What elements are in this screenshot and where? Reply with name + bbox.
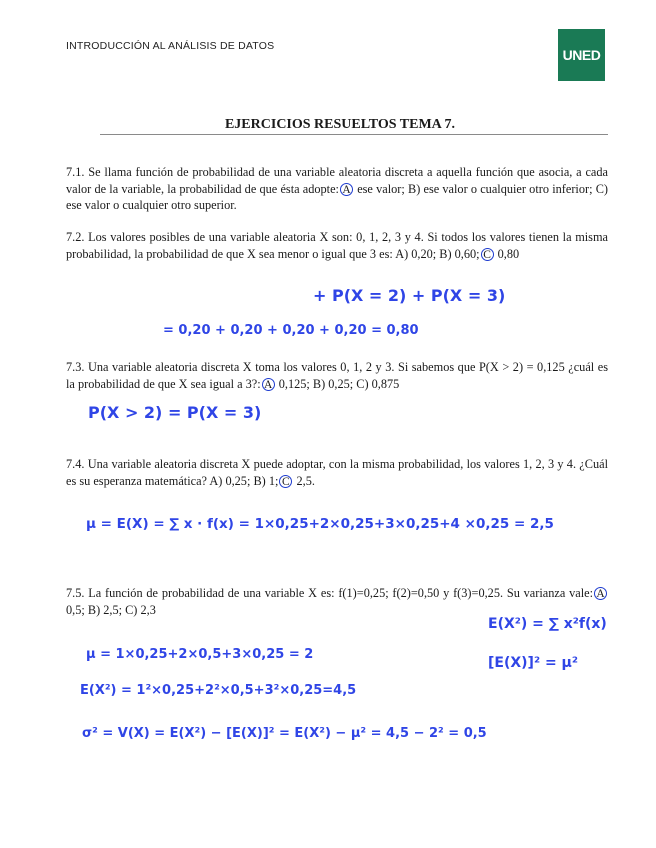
question-text: La función de probabilidad de una variable X es: f(1)=0,25; f(2)=0,50 y f(3)=0,25. Su varianza vale: [88, 586, 593, 600]
question-number: 7.2. [66, 230, 85, 244]
handwritten-q2-line2: = 0,20 + 0,20 + 0,20 + 0,20 = 0,80 [163, 323, 419, 338]
question-text: Los valores posibles de una variable aleatoria X son: 0, 1, 2, 3 y 4. Si todos los valores tienen la misma probabilidad, la probabilidad de que X sea menor o igual que 3 es: A) 0,20; B) 0,60; [66, 230, 608, 261]
handwritten-ex-squared-definition: [E(X)]² = μ² [488, 655, 578, 671]
question-text: Una variable aleatoria discreta X toma los valores 0, 1, 2 y 3. Si sabemos que P(X > 2) = 0,125 ¿cuál es la probabilidad de que X sea igual a 3?: [66, 360, 608, 391]
circled-answer: A [340, 183, 353, 196]
course-header: INTRODUCCIÓN AL ANÁLISIS DE DATOS [66, 40, 275, 52]
circled-answer: C [279, 475, 292, 488]
question-text: Se llama función de probabilidad de una variable aleatoria discreta a aquella función que asocia, a cada valor de la variable, la probabilidad de que ésta adopte: [66, 165, 608, 196]
circled-answer: C [481, 248, 494, 261]
handwritten-ex2-calculation: E(X²) = 1²×0,25+2²×0,5+3²×0,25=4,5 [80, 683, 357, 698]
question-7-2 [66, 229, 608, 262]
page-title: EJERCICIOS RESUELTOS TEMA 7. [224, 117, 456, 132]
circled-answer: A [594, 587, 607, 600]
question-text: Una variable aleatoria discreta X puede adoptar, con la misma probabilidad, los valores 1, 2, 3 y 4. ¿Cuál es su esperanza matemática? A) 0,25; B) 1; [66, 457, 608, 488]
question-7-1 [66, 164, 608, 214]
question-7-4 [66, 456, 608, 489]
handwritten-q3-line1: P(X > 2) = P(X = 3) [88, 403, 262, 422]
uned-logo: UNED [558, 29, 605, 81]
question-options: 0,80 [494, 246, 520, 261]
handwritten-ex2-definition: E(X²) = ∑ x²f(x) [488, 616, 607, 632]
question-7-3 [66, 359, 608, 392]
circled-answer: A [262, 378, 275, 391]
question-number: 7.3. [66, 360, 85, 374]
question-options: 0,125; B) 0,25; C) 0,875 [275, 376, 400, 391]
question-options: 0,5; B) 2,5; C) 2,3 [66, 602, 156, 617]
handwritten-q4-line1: μ = E(X) = ∑ x · f(x) = 1×0,25+2×0,25+3×0,25+4 ×0,25 = 2,5 [86, 516, 554, 532]
question-number: 7.1. [66, 165, 85, 179]
question-7-5 [66, 585, 608, 618]
question-number: 7.5. [66, 586, 85, 600]
handwritten-variance-calculation: σ² = V(X) = E(X²) − [E(X)]² = E(X²) − μ² = 4,5 − 2² = 0,5 [82, 726, 487, 741]
question-number: 7.4. [66, 457, 85, 471]
handwritten-q2-line1: + P(X = 2) + P(X = 3) [313, 286, 506, 305]
title-divider [100, 134, 608, 135]
handwritten-mu-calculation: μ = 1×0,25+2×0,5+3×0,25 = 2 [86, 647, 314, 662]
question-options: 2,5. [293, 473, 315, 488]
question-options: ese valor; B) ese valor o cualquier otro inferior; C) ese valor o cualquier otro superior. [66, 181, 608, 213]
